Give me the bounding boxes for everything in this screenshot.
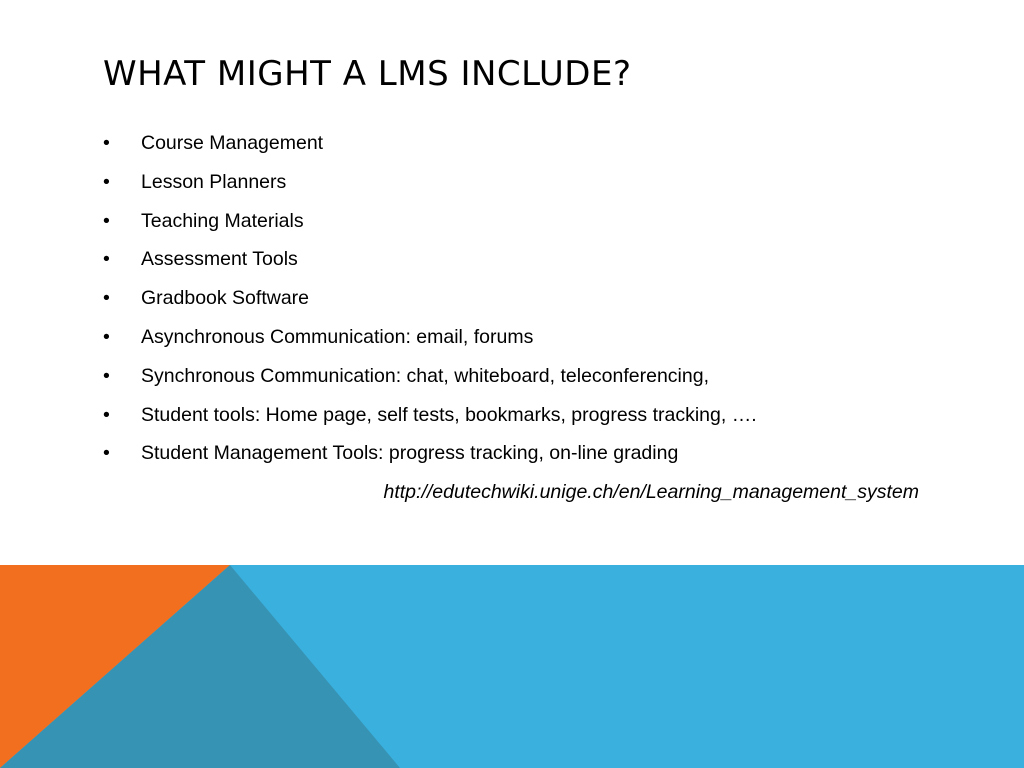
slide-title: WHAT MIGHT A LMS INCLUDE? [103,54,632,94]
bullet-item [103,204,757,243]
bullet-item [103,281,757,320]
bullet-text: Student tools: Home page, self tests, bookmarks, progress tracking, …. [141,403,757,426]
bullet-dot: • [103,248,110,271]
source-citation: http://edutechwiki.unige.ch/en/Learning_management_system [383,481,919,503]
decorative-footer-shapes [0,565,1024,768]
bullet-item [103,320,757,359]
bullet-item [103,436,757,475]
bullet-dot: • [103,364,110,387]
bullet-item [103,126,757,165]
bullet-item [103,398,757,437]
bullet-text: Course Management [141,132,324,154]
bullet-dot: • [103,170,110,193]
bullet-text: Lesson Planners [141,170,287,193]
bullet-text: Gradbook Software [141,287,310,310]
bullet-item [103,165,757,204]
bullet-dot: • [103,132,110,154]
bullet-text: Teaching Materials [141,209,304,232]
bullet-text: Student Management Tools: progress tracking, on-line grading [141,442,679,465]
bullet-item [103,242,757,281]
bullet-list [103,126,757,475]
bullet-text: Asynchronous Communication: email, forums [141,325,534,348]
bullet-item [103,359,757,398]
bullet-text: Synchronous Communication: chat, whiteboard, teleconferencing, [141,364,709,387]
bullet-dot: • [103,442,110,465]
bullet-dot: • [103,403,110,426]
bullet-dot: • [103,209,110,232]
bullet-dot: • [103,325,110,348]
bullet-dot: • [103,287,110,310]
bullet-text: Assessment Tools [141,248,298,271]
